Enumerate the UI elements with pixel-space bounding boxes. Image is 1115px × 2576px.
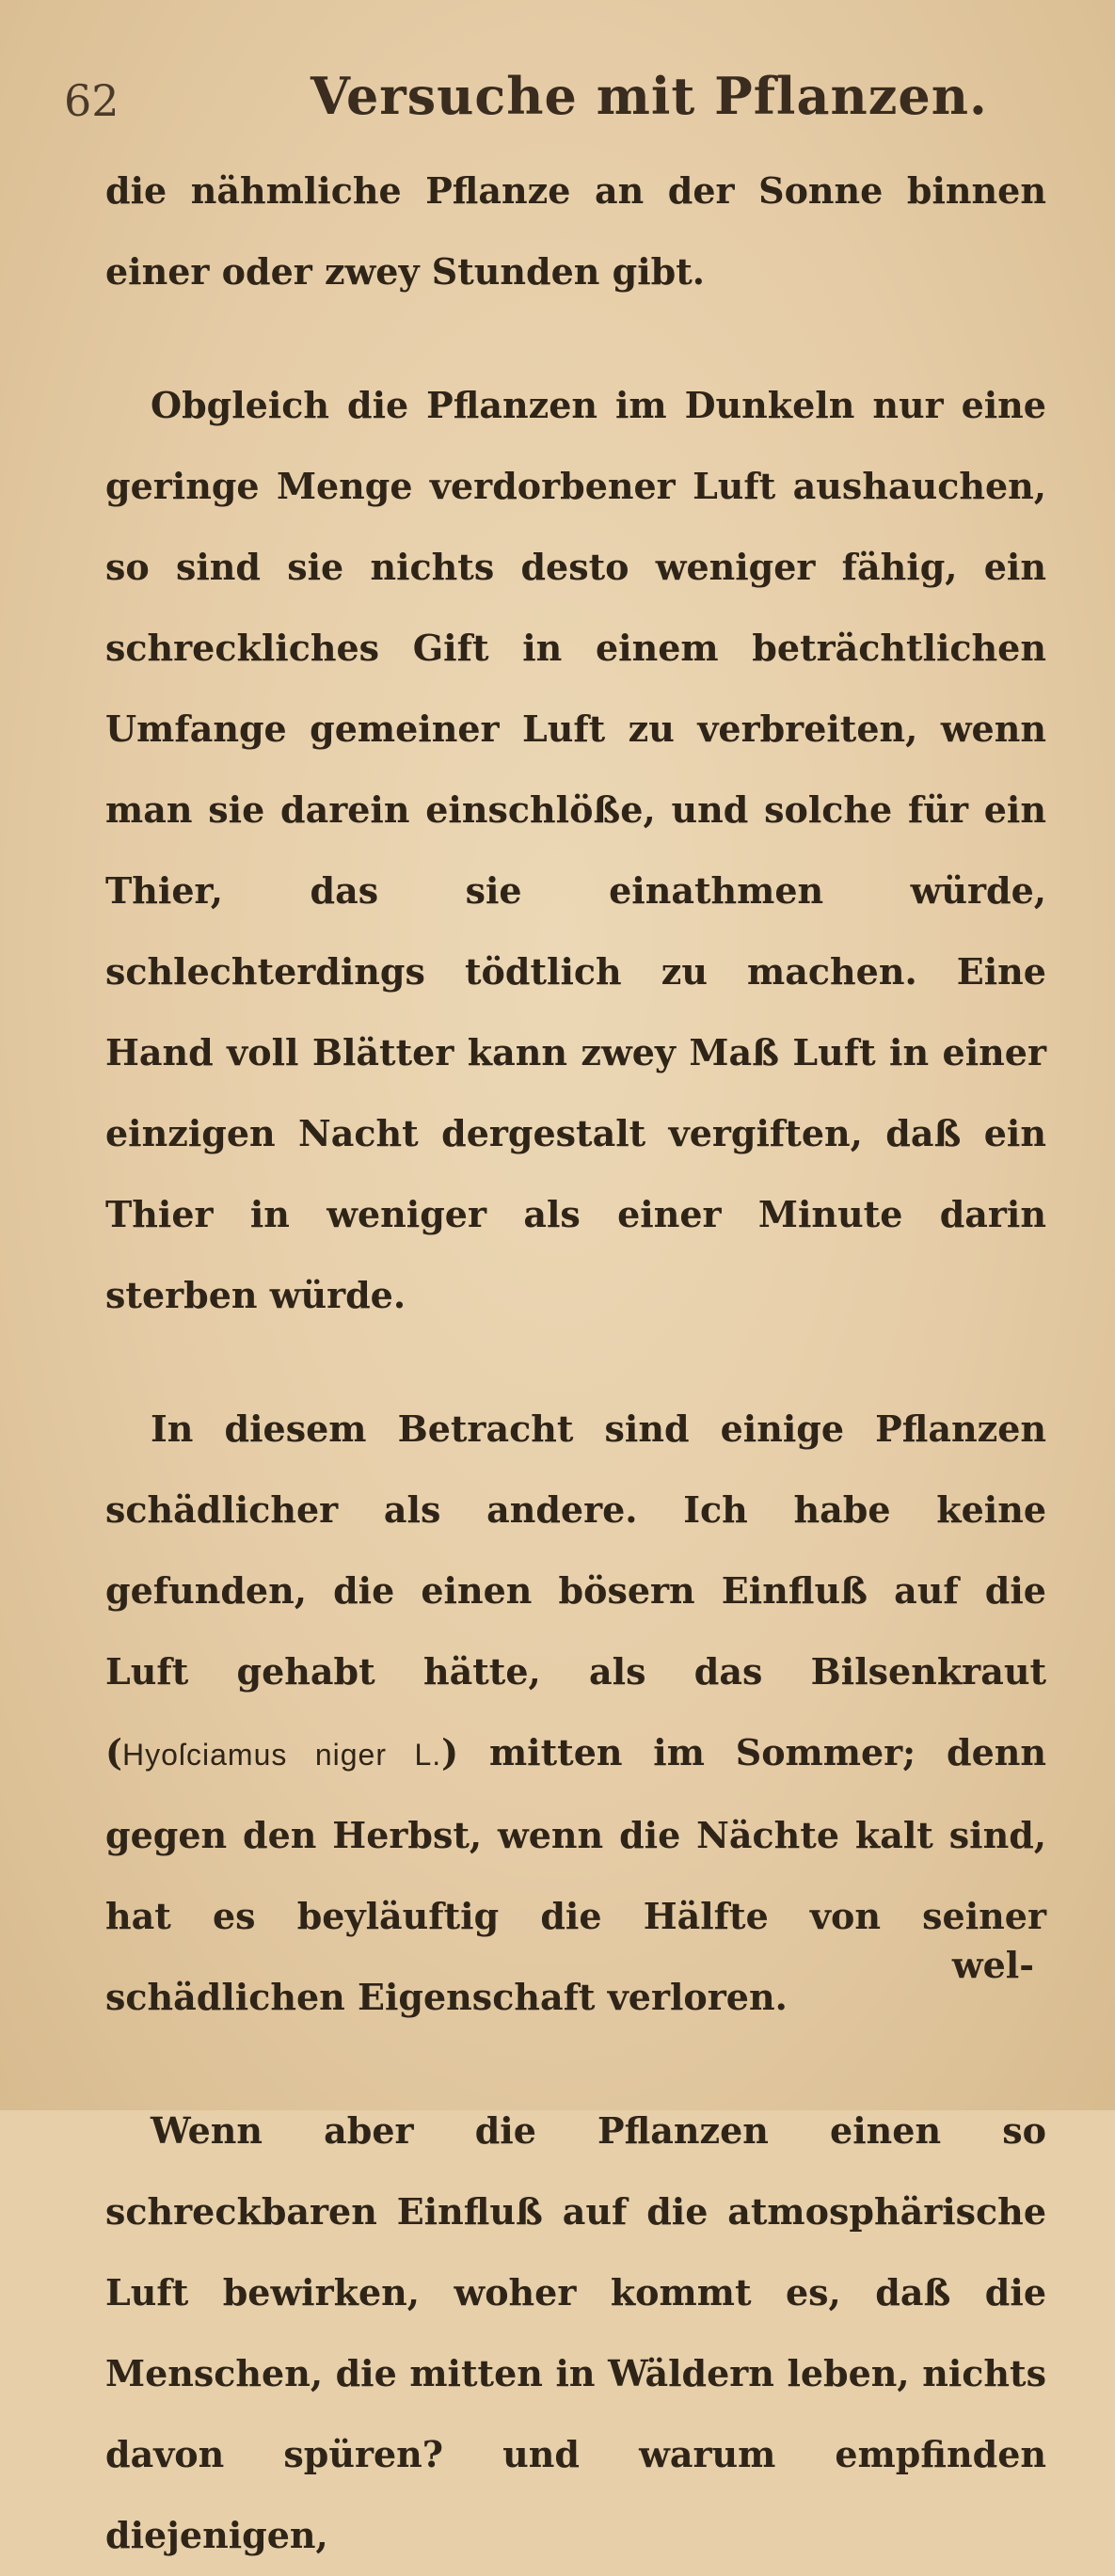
paragraph-henbane-text-before: In diesem Betracht sind einige Pflanzen schädlicher als andere. Ich habe keine gefunden, die einen bösern Einfluß auf die Luft gehabt hätte, als das Bilsenkraut ( (105, 1407, 1046, 1773)
page-header (64, 66, 1061, 141)
paragraph-forest-question: Wenn aber die Pflanzen einen so schreckbaren Einfluß auf die atmosphärische Luft bewirken, woher kommt es, daß die Menschen, die mitten in Wäldern leben, nichts davon spüren? und warum empfinden diejenigen, (105, 2109, 1046, 2556)
running-title: Versuche mit Pflanzen. (311, 66, 988, 126)
paragraph-continuation: die nähmliche Pflanze an der Sonne binnen einer oder zwey Stunden gibt. (105, 169, 1046, 293)
paragraph-henbane-text-after: ) mitten im Sommer; denn gegen den Herbst, wenn die Nächte kalt sind, hat es beyläuftig die Hälfte von seiner schädlichen Eigenschaft verloren. (105, 1731, 1047, 2018)
catchword: wel- (951, 1944, 1034, 1986)
page-number: 62 (64, 75, 119, 126)
paragraph-plants-in-dark: Obgleich die Pflanzen im Dunkeln nur eine geringe Menge verdorbener Luft aushauchen, so sind sie nichts desto weniger fähig, ein schreckliches Gift in einem beträchtlichen Umfange gemeiner Luft zu verbreiten, wenn man sie darein einschlöße, und solche für ein Thier, das sie einathmen würde, schlechterdings tödtlich zu machen. Eine Hand voll Blätter kann zwey Maß Luft in einer einzigen Nacht dergestalt vergiften, daß ein Thier in weniger als einer Minute darin sterben würde. (105, 384, 1046, 1316)
body-text (105, 151, 1046, 2576)
latin-species-name: Hyoſciamus niger L. (121, 1738, 442, 1772)
paragraph-henbane (105, 1389, 1046, 2038)
